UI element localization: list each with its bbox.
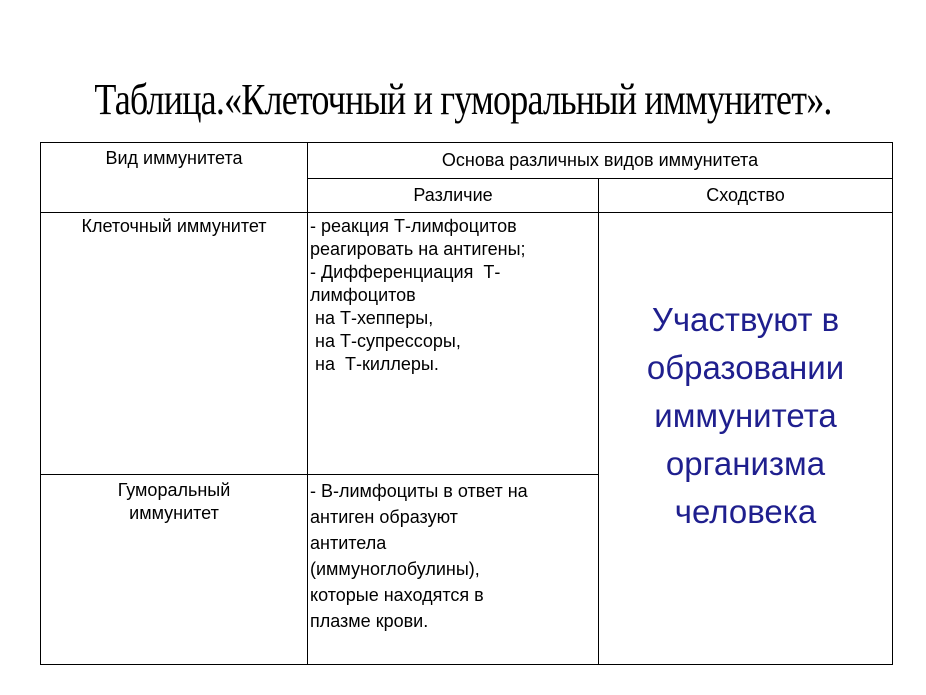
humoral-immunity-label: Гуморальный — [117, 480, 231, 500]
row-humoral-difference — [308, 475, 599, 665]
difference-line: лимфоцитов — [310, 285, 416, 305]
similarity-line: образовании — [646, 348, 845, 386]
difference-line: реагировать на антигены; — [310, 239, 526, 259]
page-title: Таблица.«Клеточный и гуморальный иммунитет». — [94, 75, 832, 124]
difference-line: антиген образуют — [310, 507, 458, 527]
difference-line: - реакция Т-лимфоцитов — [310, 216, 517, 236]
immunity-table — [40, 142, 893, 665]
difference-line: - В-лимфоциты в ответ на — [310, 481, 528, 501]
header-difference: Различие — [308, 179, 599, 213]
difference-line: которые находятся в — [310, 585, 484, 605]
difference-line: на Т-супрессоры, — [310, 331, 461, 351]
difference-line: на Т-киллеры. — [310, 354, 439, 374]
difference-line: (иммуноглобулины), — [310, 559, 480, 579]
similarity-line: иммунитета — [654, 396, 837, 434]
humoral-immunity-label: иммунитет — [129, 503, 219, 523]
difference-line: антитела — [310, 533, 387, 553]
header-immunity-type: Вид иммунитета — [41, 143, 308, 213]
row-cellular-type — [41, 213, 308, 475]
difference-line: плазме крови. — [310, 611, 429, 631]
similarity-line: организма — [665, 444, 826, 482]
cellular-immunity-label: Клеточный иммунитет — [81, 216, 267, 236]
row-humoral-type — [41, 475, 308, 665]
difference-line: - Дифференциация Т- — [310, 262, 501, 282]
header-similarity: Сходство — [599, 179, 893, 213]
similarity-line: Участвуют в — [651, 300, 840, 338]
difference-line: на Т-хепперы, — [310, 308, 434, 328]
header-basis: Основа различных видов иммунитета — [308, 143, 893, 179]
similarity-line: человека — [674, 492, 817, 530]
row-cellular-difference — [308, 213, 599, 475]
similarity-cell — [599, 213, 893, 665]
